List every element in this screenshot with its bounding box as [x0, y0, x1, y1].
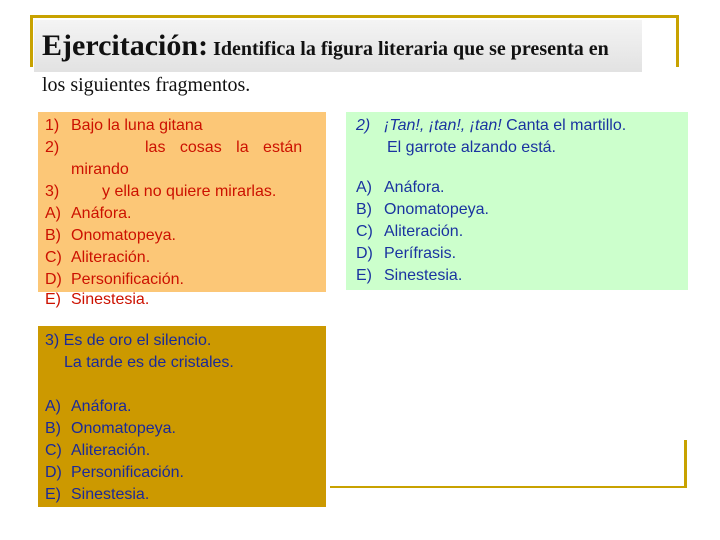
slide-subtitle: los siguientes fragmentos.	[42, 74, 251, 96]
fragment-1-line-3: mirando	[71, 161, 129, 178]
frame-line-bottom	[330, 486, 686, 488]
frame-line-top	[30, 15, 678, 18]
title-rest: Identifica la figura literaria que se presenta en	[208, 38, 609, 60]
fragment-box-1: 1) Bajo la luna gitana 2) las cosas la están mirando 3) y ella no quiere mirarlas. A) Anáfora. B) Onomatopeya. C) Aliteración. D) Personificación.	[38, 112, 326, 292]
frame-line-right	[676, 15, 679, 67]
frame-line-left	[30, 15, 33, 67]
fragment-2-onomatopoeia: ¡Tan!, ¡tan!, ¡tan!	[384, 117, 502, 134]
title-main: Ejercitación:	[42, 29, 209, 62]
fragment-1-line-2-text: las cosas la están	[145, 139, 303, 156]
fragment-box-2: 2) ¡Tan!, ¡tan!, ¡tan! Canta el martillo. El garrote alzando está. A) Anáfora. B) Onomatopeya. C) Aliteración. D) Perífrasis. E) Sinestesia.	[346, 112, 688, 290]
frame-line-bottom-right	[684, 440, 687, 488]
fragment-3-line-1: 3) Es de oro el silencio.	[45, 332, 212, 349]
slide-title	[42, 26, 609, 63]
fragment-3-line-2: La tarde es de cristales.	[64, 354, 234, 371]
fragment-2-line-2: El garrote alzando está.	[387, 139, 556, 156]
fragment-box-3: 3) Es de oro el silencio. La tarde es de cristales. A) Anáfora. B) Onomatopeya. C) Aliteración. D) Personificación. E) Sinestesia.	[38, 326, 326, 507]
